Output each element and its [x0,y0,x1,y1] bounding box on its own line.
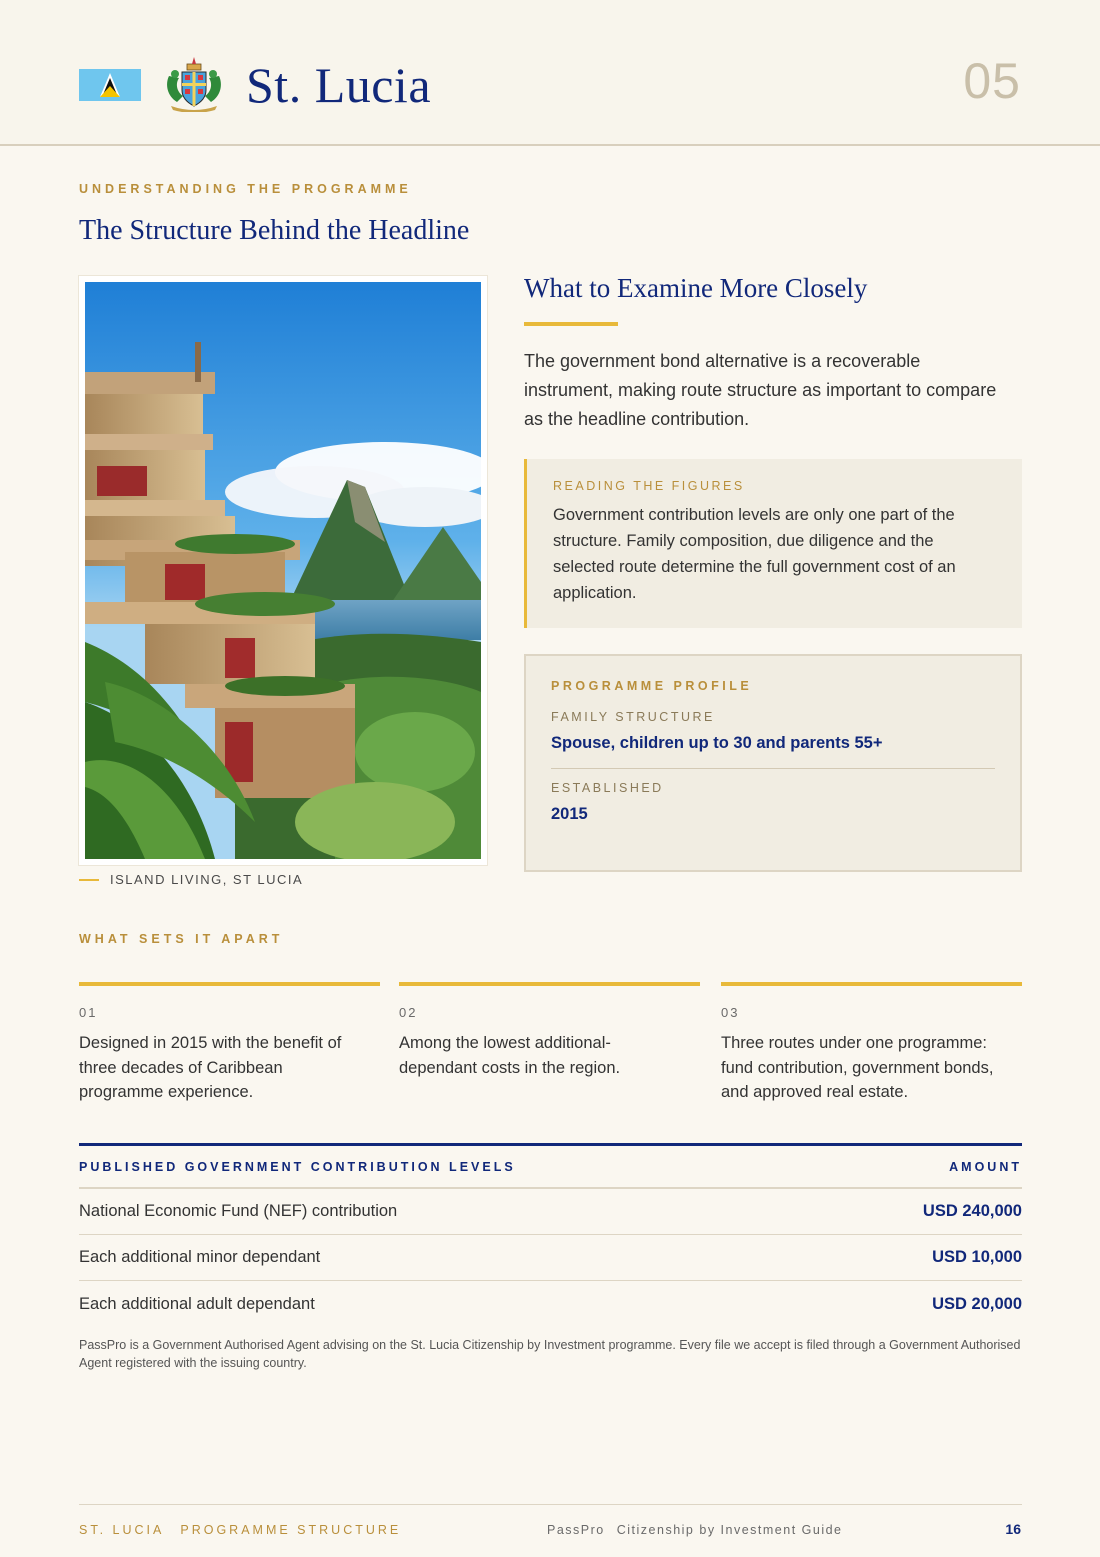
feature-item [399,982,700,1080]
caption-text: ISLAND LIVING, ST LUCIA [110,872,304,887]
row-label: Each additional minor dependant [79,1248,321,1266]
photo-caption [79,872,303,887]
contribution-levels-table [79,1143,1022,1327]
feature-item [721,982,1022,1105]
section-number: 05 [963,53,1021,109]
table-row [79,1189,1022,1235]
row-amount: USD 240,000 [922,1202,1022,1220]
table-row [79,1235,1022,1281]
st-lucia-coat-of-arms-icon [163,56,225,112]
examine-body: The government bond alternative is a recoverable instrument, making route structure as important to compare as the headline contribution. [524,351,997,429]
callout-label: READING THE FIGURES [553,479,745,493]
row-label: Each additional adult dependant [79,1294,315,1313]
footer-guide: Citizenship by Investment Guide [616,1523,843,1537]
table-header-label: PUBLISHED GOVERNMENT CONTRIBUTION LEVELS [79,1159,516,1174]
footer-brand: PassPro [547,1523,605,1537]
feature-text: Three routes under one programme: fund contribution, government bonds, and approved real estate. [721,1034,994,1101]
feature-text: Designed in 2015 with the benefit of three decades of Caribbean programme experience. [79,1034,342,1101]
feature-number: 01 [79,1005,98,1020]
footer-section: PROGRAMME STRUCTURE [180,1523,402,1537]
footer-divider [79,1504,1022,1505]
row-label: National Economic Fund (NEF) contribution [79,1202,398,1220]
footer-guide-label [547,1523,843,1537]
apart-eyebrow: WHAT SETS IT APART [79,932,284,946]
family-structure-label: FAMILY STRUCTURE [551,710,715,724]
country-title: St. Lucia [246,57,432,113]
examine-title: What to Examine More Closely [524,273,868,303]
feature-text: Among the lowest additional-dependant costs in the region. [399,1034,621,1077]
st-lucia-flag-icon [79,69,141,101]
feature-number: 03 [721,1005,740,1020]
established-label: ESTABLISHED [551,781,664,795]
footer-section-label [79,1523,401,1537]
profile-divider [551,768,995,769]
programme-profile-box [524,654,1022,872]
title-accent-rule [524,322,618,326]
footer-country: ST. LUCIA [79,1523,165,1537]
section-eyebrow: UNDERSTANDING THE PROGRAMME [79,182,412,196]
profile-heading: PROGRAMME PROFILE [551,679,753,693]
feature-item [79,982,380,1105]
section-title: The Structure Behind the Headline [79,215,470,246]
established-value: 2015 [551,805,588,823]
family-structure-value: Spouse, children up to 30 and parents 55+ [551,734,883,752]
disclaimer-text: PassPro is a Government Authorised Agent advising on the St. Lucia Citizenship by Investment programme. Every file we accept is filed through a Government Authorised Agent registered with the issuing country. [79,1338,1021,1370]
caption-dash [79,879,99,881]
row-amount: USD 20,000 [932,1294,1022,1313]
island-photo [79,276,487,865]
reading-figures-callout [524,459,1022,628]
table-row [79,1281,1022,1327]
page-header [0,0,1100,146]
table-header-amount: AMOUNT [949,1159,1022,1174]
callout-body: Government contribution levels are only one part of the structure. Family composition, due diligence and the selected route determine the full government cost of an application. [553,506,956,602]
page-number: 16 [1005,1521,1021,1537]
feature-number: 02 [399,1005,418,1020]
table-header [79,1146,1022,1189]
row-amount: USD 10,000 [932,1248,1022,1266]
